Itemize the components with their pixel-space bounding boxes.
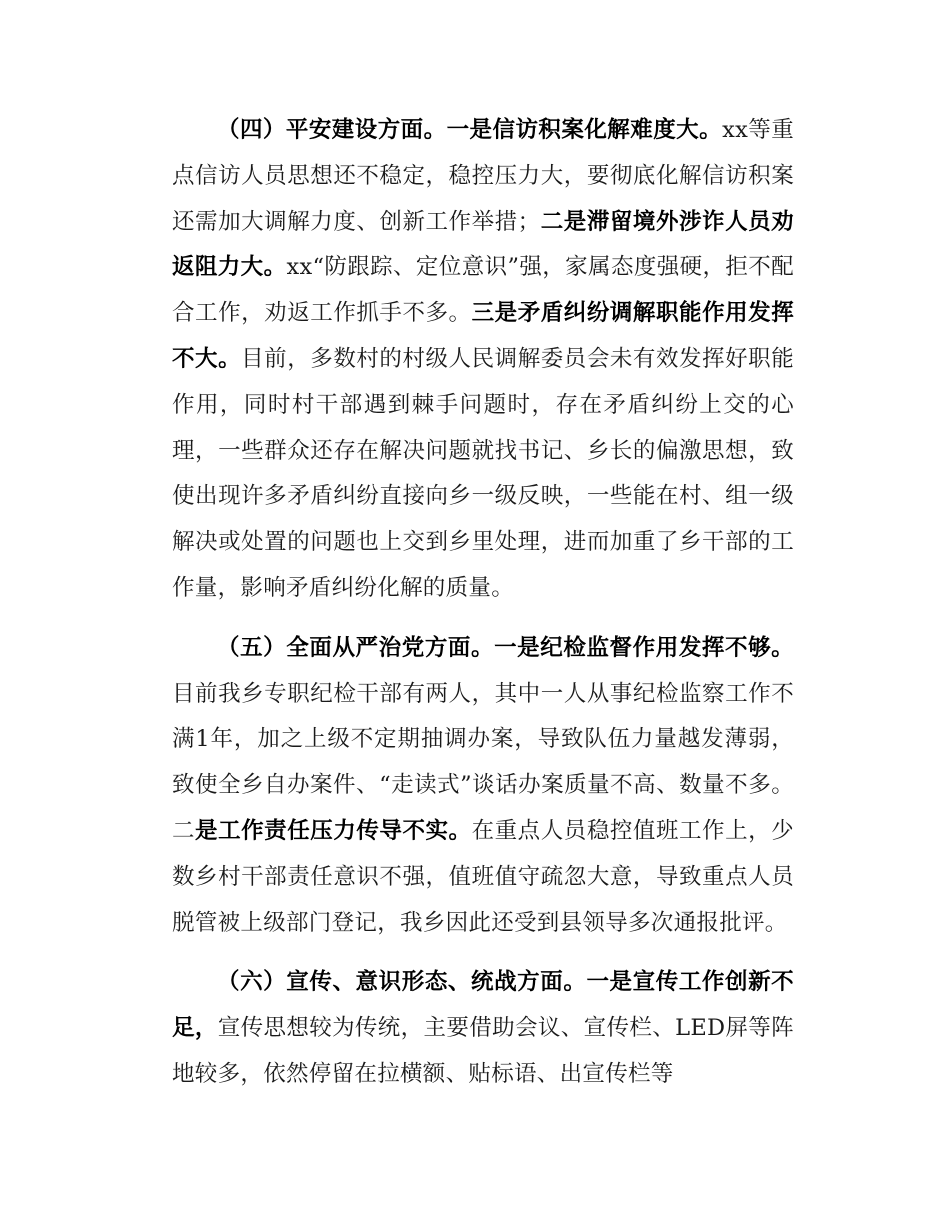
paragraph-publicity-ideology (172, 960, 794, 1097)
body-text: 宣传思想较为传统，主要借助会议、宣传栏、LED屏等阵地较多，依然停留在拉横额、贴标语、出宣传栏等 (172, 1015, 794, 1087)
body-text: 目前，多数村的村级人民调解委员会未有效发挥好职能作用，同时村干部遇到棘手问题时，存在矛盾纠纷上交的心理，一些群众还存在解决问题就找书记、乡长的偏激思想，致使出现许多矛盾纠纷直接向乡一级反映，一些能在村、组一级解决或处置的问题也上交到乡里处理，进而加重了乡干部的工作量，影响矛盾纠纷化解的质量。 (172, 345, 794, 601)
bold-heading-text: 二是滞留境外涉诈人员劝返阻力大。 (172, 208, 794, 281)
document-body (172, 108, 794, 1112)
body-text: 目前我乡专职纪检干部有两人，其中一人从事纪检监察工作不满1年，加之上级不定期抽调办案，导致队伍力量越发薄弱，致使全乡自办案件、“走读式”谈话办案质量不高、数量不多。二 (172, 680, 794, 844)
paragraph-party-discipline (172, 626, 794, 947)
bold-heading-text: （六）宣传、意识形态、统战方面。一是宣传工作创新不足， (172, 969, 794, 1042)
bold-heading-text: 三是矛盾纠纷调解职能作用发挥不大。 (172, 300, 795, 372)
paragraph-public-security (172, 108, 794, 612)
body-text: 在重点人员稳控值班工作上，少数乡村干部责任意识不强，值班值守疏忽大意，导致重点人员脱管被上级部门登记，我乡因此还受到县领导多次通报批评。 (172, 817, 794, 936)
body-text: xx等重点信访人员思想还不稳定，稳控压力大，要彻底化解信访积案还需加大调解力度、创新工作举措； (172, 117, 794, 235)
bold-heading-text: 是工作责任压力传导不实。 (195, 817, 472, 844)
bold-heading-text: （五）全面从严治党方面。一是纪检监督作用发挥不够。 (217, 634, 794, 661)
body-text: xx“防跟踪、定位意识”强，家属态度强硬，拒不配合工作，劝返工作抓手不多。 (172, 254, 794, 327)
bold-heading-text: （四）平安建设方面。一是信访积案化解难度大。 (217, 117, 723, 143)
